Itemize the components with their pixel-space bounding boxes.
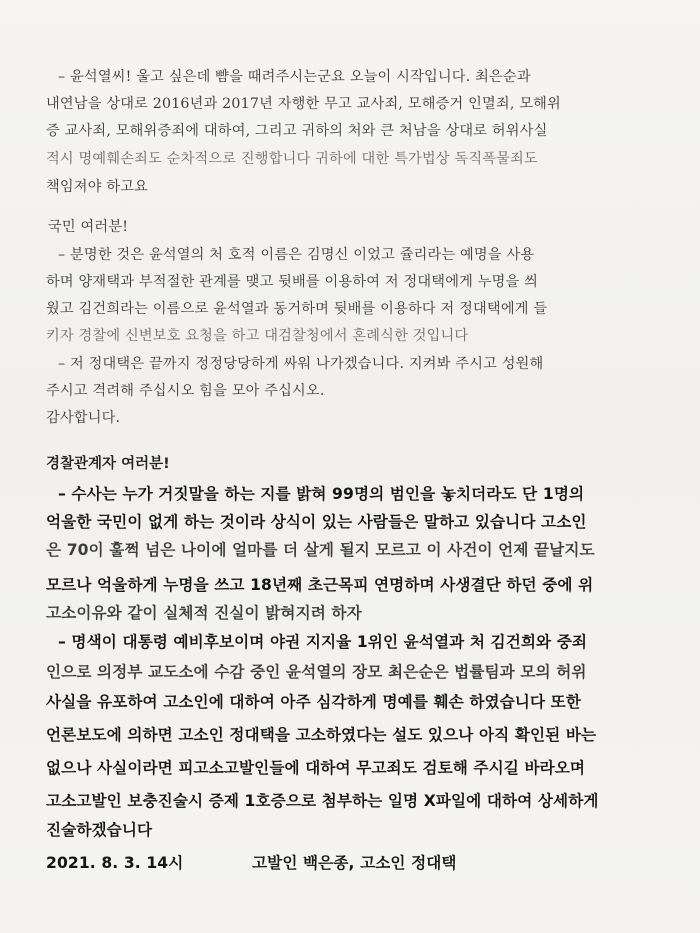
paragraph-line: 주시고 격려해 주십시오 힘을 모아 주십시오.: [46, 383, 325, 399]
paragraph-line: 억울한 국민이 없게 하는 것이라 상식이 있는 사람들은 말하고 있습니다 고소인: [46, 513, 587, 531]
paragraph-line: 고소고발인 보충진술시 증제 1호증으로 첨부하는 일명 X파일에 대하여 상세하게: [46, 792, 599, 810]
paragraph-line: 책임져야 하고요: [46, 179, 149, 195]
paragraph-line: 언론보도에 의하면 고소인 정대택을 고소하였다는 설도 있으나 아직 확인된 바는: [46, 726, 597, 744]
paragraph-line: 없으나 사실이라면 피고소고발인들에 대하여 무고죄도 검토해 주시길 바라오며: [46, 759, 586, 777]
paragraph-line: 적시 명예훼손죄도 순차적으로 진행합니다 귀하에 대한 특가법상 독직폭물죄도: [46, 151, 538, 167]
paragraph-line: 은 70이 훌쩍 넘은 나이에 얼마를 더 살게 될지 모르고 이 사건이 언제 끝날지도: [46, 541, 595, 559]
paragraph-line: – 분명한 것은 윤석열의 처 호적 이름은 김명신 이었고 쥴리라는 예명을 사용: [58, 247, 535, 263]
paragraph-line: 고소이유와 같이 실체적 진실이 밝혀지려 하자: [46, 604, 362, 622]
paragraph-line: 웠고 김건희라는 이름으로 윤석열과 동거하며 뒷배를 이용하다 저 정대택에게 들: [46, 301, 548, 317]
closing-thanks: 감사합니다.: [46, 410, 121, 426]
paragraph-line: 내연남을 상대로 2016년과 2017년 자행한 무고 교사죄, 모해증거 인멸죄, 모해위: [46, 96, 561, 112]
paragraph-line: – 윤석열씨! 울고 싶은데 뺨을 때려주시는군요 오늘이 시작입니다. 최은순과: [58, 69, 531, 85]
document-date: 2021. 8. 3. 14시: [46, 854, 184, 872]
paragraph-line: – 수사는 누가 거짓말을 하는 지를 밝혀 99명의 범인을 놓치더라도 단 1명의: [58, 485, 585, 503]
paragraph-line: 사실을 유포하여 고소인에 대하여 아주 심각하게 명예를 훼손 하였습니다 또한: [46, 693, 581, 711]
greeting-police: 경찰관계자 여러분!: [46, 456, 170, 472]
signatories: 고발인 백은종, 고소인 정대택: [252, 854, 457, 872]
paragraph-line: – 명색이 대통령 예비후보이며 야권 지지율 1위인 윤석열과 처 김건희와 중죄: [58, 633, 588, 651]
paragraph-line: 증 교사죄, 모해위증죄에 대하여, 그리고 귀하의 처와 큰 처남을 상대로 허위사실: [46, 123, 548, 139]
greeting-citizens: 국민 여러분!: [48, 219, 129, 235]
paragraph-line: 키자 경찰에 신변보호 요청을 하고 대검찰청에서 혼례식한 것입니다: [46, 328, 469, 344]
paragraph-line: 모르나 억울하게 누명을 쓰고 18년째 초근목피 연명하며 사생결단 하던 중에 위: [46, 576, 594, 594]
paragraph-line: – 저 정대택은 끝까지 정정당당하게 싸워 나가겠습니다. 지켜봐 주시고 성원해: [58, 356, 544, 372]
paragraph-line: 인으로 의정부 교도소에 수감 중인 윤석열의 장모 최은순은 법률팀과 모의 허위: [46, 663, 587, 681]
paragraph-line: 진술하겠습니다: [46, 821, 153, 839]
paragraph-line: 하며 양재택과 부적절한 관계를 맺고 뒷배를 이용하여 저 정대택에게 누명을 씌: [46, 274, 539, 290]
